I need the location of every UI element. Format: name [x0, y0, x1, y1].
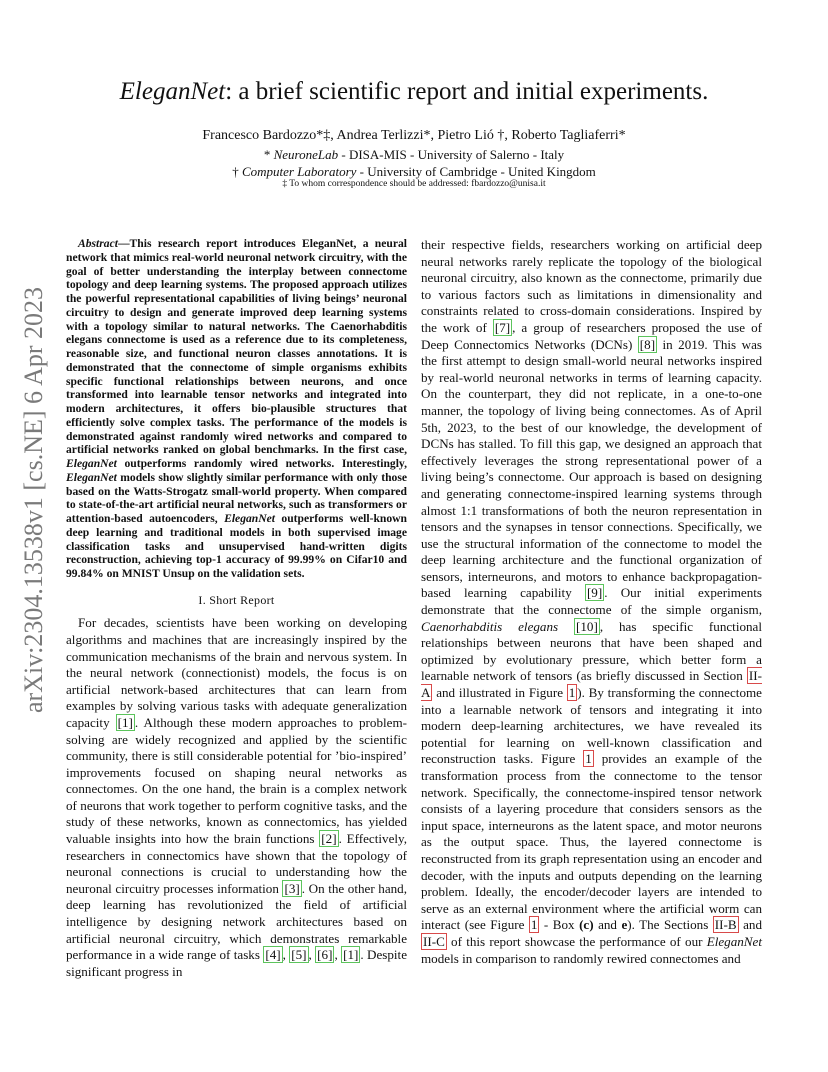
citation-link[interactable]: [6]	[317, 947, 333, 963]
right-column	[421, 237, 762, 967]
title-name: EleganNet	[119, 78, 226, 105]
affiliation-cambridge: † Computer Laboratory - University of Cambridge - United Kingdom	[232, 164, 596, 179]
correspondence-note: ‡ To whom correspondence should be addressed: fbardozzo@unisa.it	[282, 179, 546, 189]
citation-link[interactable]: [10]	[576, 618, 598, 634]
section-heading: I. Short Report	[198, 592, 275, 607]
figure-link[interactable]: 1	[585, 751, 592, 767]
abstract: Abstract—This research report introduces EleganNet, a neural network that mimics real-world neuronal network circuitry, with the goal of better understanding the interplay between connectome topology and deep learning systems. The proposed approach utilizes the powerful representational capabilities of living beings’ neuronal circuitry to design and generate improved deep learning systems with a topology similar to natural networks. The Caenorhabditis elegans connectome is used as a reference due to its completeness, reasonable size, and functional neuron classes annotations. It is demonstrated that the connectome of simple organisms exhibits specific functional relationships between neurons, and once transformed into learnable tensor networks and integrated into modern architectures, it offers bio-plausible structures that efficiently solve complex tasks. The performance of the models is demonstrated against randomly wired networks and compared to artificial networks ranked on global benchmarks. In the first case, EleganNet outperforms randomly wired networks. Interestingly, EleganNet models show slightly similar performance with only those based on the Watts-Strogatz small-world property. When compared to state-of-the-art artificial neural networks, such as transformers or attention-based autoencoders, EleganNet outperforms well-known deep learning and traditional models in both supervised image classification tasks and unsupervised hand-written digits reconstruction, achieving top-1 accuracy of 99.99% on Cifar10 and 99.84% on MNIST Unsup on the validation sets.	[66, 237, 408, 580]
citation-link[interactable]: [1]	[343, 947, 359, 963]
citation-link[interactable]: [7]	[494, 319, 511, 335]
affiliation-salerno: * NeuroneLab - DISA-MIS - University of Salerno - Italy	[263, 147, 565, 162]
citation-link[interactable]: [3]	[284, 880, 300, 896]
figure-link[interactable]: 1	[530, 917, 538, 933]
paper-title	[66, 78, 762, 106]
title-rest: : a brief scientific report and initial experiments.	[225, 78, 709, 105]
citation-link[interactable]: [9]	[586, 585, 603, 601]
figure-link[interactable]: 1	[568, 685, 576, 701]
citation-link[interactable]: [5]	[291, 947, 307, 963]
body-paragraph-left: For decades, scientists have been working on developing algorithms and machines that are increasingly inspired by the communication mechanisms of the brain and nervous system. In the neural network (connectionist) models, the focus is on artificial network-based architectures that can learn from examples by solving various tasks with adequate generalization capacity [1] . Although these modern approaches to problem-solving are widely recognized and applied by the scientific community, there is still considerable potential for ’bio-inspired’ improvements focused on shaping neural networks as connectomes. On the one hand, the brain is a complex network of neurons that work together to perform cognitive tasks, and the study of these networks, known as connectomics, has yielded valuable insights into how the brain functions [2] . Effectively, researchers in connectomics have shown that the topology of neuronal connections is crucial to understanding how the neuronal circuitry processes information [3] . On the other hand, deep learning has revolutionized the field of artificial intelligence by designing network architectures based on artificial neuronal circuitry, which demonstrates remarkable performance in a wide range of tasks [4] , [5] , [6] , [1] . Despite significant progress in	[66, 615, 408, 979]
citation-link[interactable]: [2]	[321, 831, 337, 847]
citation-link[interactable]: [4]	[265, 947, 281, 963]
body-paragraph-right: their respective fields, researchers working on artificial deep neural networks rarely replicate the topology of the biological neuronal circuitry, also known as the connectome, primarily due to various factors such as limitations in dimensionality and constraints related to cross-domain considerations. Inspired by the work of [7] , a group of researchers proposed the use of Deep Connectomics Networks (DCNs) [8] in 2019. This was the first attempt to design small-world neural networks inspired by real-world neuronal networks in terms of learning capacity. On the counterpart, they did not replicate, in a one-to-one manner, the topology of living being connectomes. As of April 5th, 2023, to the best of our knowledge, the development of DCNs has stalled. To fill this gap, we designed an approach that effectively leverages the strong representational power of a living being’s connectome. Our approach is based on designing and generating connectome-inspired learning systems through almost 1:1 transformations of both the neuron representation in tensors and the synapses in tensor connections. Specifically, we use the structural information of the connectome to model the deep learning architecture and the functional organization of sensors, interneurons, and motors to enhance backpropagation-based learning capability [9] . Our initial experiments demonstrate that the connectome of the simple organism, Caenorhabditis elegans [10] , has specific functional relationships between neurons that have been shaped and optimized by evolutionary pressure, which better form a learnable network of tensors (as briefly discussed in Section II-A and illustrated in Figure 1 ). By transforming the connectome into a learnable network of tensors and integrating it into modern deep-learning architectures, we have revealed its potential for learning on well-known classification and reconstruction tasks. Figure 1 provides an example of the transformation process from the connectome to the tensor network. Specifically, the connectome-inspired tensor network consists of a layering procedure that considers sensors as the input space, interneurons as the latent space, and motor neurons as the output space. Thus, the layered connectome is reconstructed from its graph representation using an encoder and decoder, with the inputs and outputs depending on the learning problem. Ideally, the encoder/decoder layers are intended to serve as an external environment where the artificial worm can interact (see Figure 1 - Box (c) and e). The Sections II-B and II-C of this report showcase the performance of our EleganNet models in comparison to randomly rewired connectomes and	[421, 237, 763, 966]
mnist-accuracy: 99.84%	[66, 567, 104, 580]
section-link[interactable]: II-A	[421, 668, 762, 701]
cifar-accuracy: 99.99%	[288, 553, 326, 567]
citation-link[interactable]: [1]	[117, 714, 133, 730]
citation-link[interactable]: [8]	[639, 336, 656, 352]
section-link[interactable]: II-B	[714, 917, 737, 933]
arxiv-identifier-stamp: arXiv:2304.13538v1 [cs.NE] 6 Apr 2023	[19, 286, 48, 714]
section-link[interactable]: II-C	[423, 933, 445, 949]
left-column	[66, 237, 407, 980]
author-list: Francesco Bardozzo*‡, Andrea Terlizzi*, Pietro Lió †, Roberto Tagliaferri*	[202, 128, 626, 143]
abstract-label: Abstract	[78, 237, 118, 250]
